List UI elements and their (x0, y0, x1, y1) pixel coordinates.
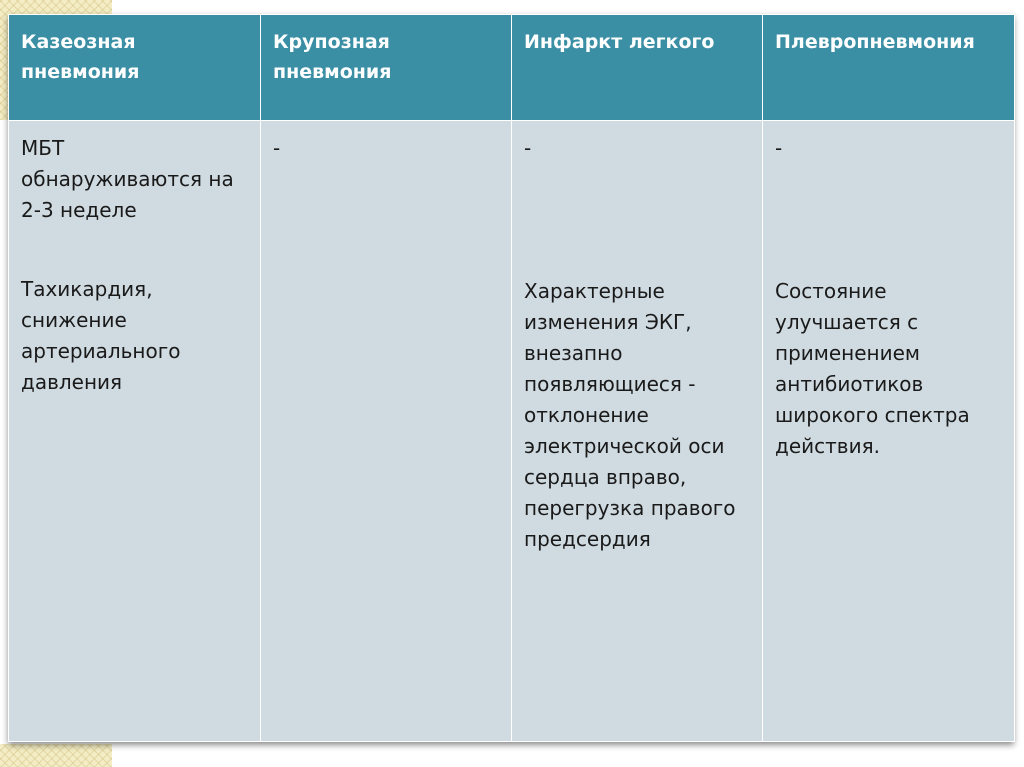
table-header-row (9, 15, 1015, 121)
comparison-table-container (8, 14, 1014, 742)
cell-spacer (21, 226, 250, 274)
comparison-table (8, 14, 1015, 742)
cell-text-dash: - (524, 136, 532, 160)
cell-text-ecg-changes: Характерные изменения ЭКГ, внезапно появляющиеся - отклонение электрической оси сердца вправо, перегрузка правого предсердия (524, 279, 736, 551)
header-lung-infarction: Инфаркт легкого (512, 15, 763, 121)
cell-spacer (524, 164, 752, 276)
cell-text-dash: - (273, 136, 281, 160)
cell-text-mbt: МБТ обнаруживаются на 2-3 неделе (21, 136, 234, 222)
cell-lung-infarction (512, 121, 763, 742)
cell-text-antibiotics: Состояние улучшается с применением антибиотиков широкого спектра действия. (775, 279, 970, 458)
decorative-pattern-bottom (0, 744, 112, 767)
cell-text-dash: - (775, 136, 783, 160)
cell-text-tachycardia: Тахикардия, снижение артериального давления (21, 277, 181, 394)
header-pleuropneumonia: Плевропневмония (763, 15, 1015, 121)
cell-caseous-pneumonia (9, 121, 261, 742)
header-lobar-pneumonia: Крупозная пневмония (261, 15, 512, 121)
header-caseous-pneumonia: Казеозная пневмония (9, 15, 261, 121)
cell-pleuropneumonia (763, 121, 1015, 742)
table-row (9, 121, 1015, 742)
cell-spacer (775, 164, 1004, 276)
cell-lobar-pneumonia (261, 121, 512, 742)
